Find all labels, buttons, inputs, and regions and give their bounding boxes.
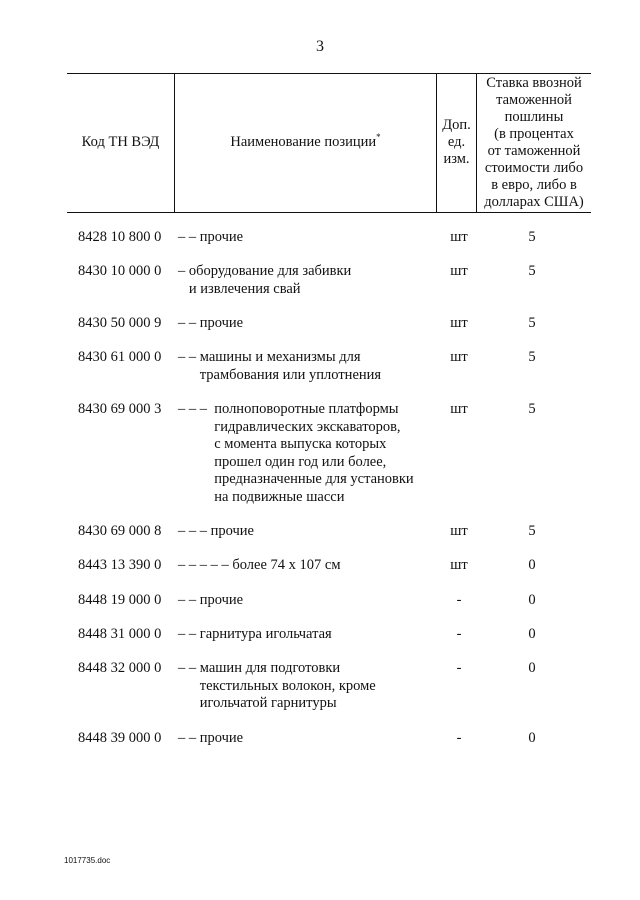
tn-ved-code: 8448 32 000 0 [78,660,162,676]
duty-rate: 5 [528,523,536,539]
unit-of-measure: шт [450,557,468,573]
unit-of-measure: - [456,730,462,746]
unit-of-measure: шт [450,523,468,539]
tn-ved-code: 8448 31 000 0 [78,626,162,642]
unit-of-measure: - [456,660,462,676]
tn-ved-code: 8428 10 800 0 [78,229,162,245]
tn-ved-code: 8430 69 000 8 [78,523,162,539]
position-name: – – – полноповоротные платформы гидравлических экскаваторов, с момента выпуска которых прошел один год или более, предназначенные для установки на подвижные шасси [178,401,414,505]
unit-of-measure: шт [450,401,468,417]
header-rate: Ставка ввозной таможенной пошлины (в процентах от таможенной стоимости либо в евро, либо в долларах США) [484,74,584,210]
footer-filename: 1017735.doc [64,856,111,865]
duty-rate: 0 [528,660,536,676]
unit-of-measure: шт [450,263,468,279]
duty-rate: 5 [528,315,536,331]
page-number: 3 [316,38,324,55]
unit-of-measure: шт [450,229,468,245]
position-name: – – – прочие [178,523,254,539]
duty-rate: 0 [528,626,536,642]
tn-ved-code: 8448 39 000 0 [78,730,162,746]
duty-rate: 0 [528,592,536,608]
position-name: – – машин для подготовки текстильных волокон, кроме игольчатой гарнитуры [178,660,376,712]
duty-rate: 0 [528,557,536,573]
tn-ved-code: 8430 69 000 3 [78,401,162,417]
footnote-mark: * [376,132,381,143]
duty-rate: 5 [528,229,536,245]
header-name: Наименование позиции* [230,132,381,150]
position-name: – – прочие [178,229,244,245]
position-name: – – прочие [178,730,244,746]
header-code: Код ТН ВЭД [81,134,160,150]
header-unit: Доп. ед. изм. [442,117,471,167]
table-header-bottom-rule [67,212,591,213]
position-name: – – гарнитура игольчатая [178,626,332,642]
tn-ved-code: 8448 19 000 0 [78,592,162,608]
tn-ved-code: 8430 10 000 0 [78,263,162,279]
tn-ved-code: 8443 13 390 0 [78,557,162,573]
position-name: – – машины и механизмы для трамбования или уплотнения [178,349,382,383]
unit-of-measure: - [456,626,462,642]
position-name: – – прочие [178,592,244,608]
position-name: – – – – – более 74 х 107 см [178,557,341,573]
unit-of-measure: шт [450,349,468,365]
duty-rate: 5 [528,349,536,365]
duty-rate: 0 [528,730,536,746]
tn-ved-code: 8430 50 000 9 [78,315,162,331]
unit-of-measure: - [456,592,462,608]
duty-rate: 5 [528,401,536,417]
position-name: – оборудование для забивки и извлечения свай [178,263,352,297]
tn-ved-code: 8430 61 000 0 [78,349,162,365]
position-name: – – прочие [178,315,244,331]
duty-rate: 5 [528,263,536,279]
unit-of-measure: шт [450,315,468,331]
